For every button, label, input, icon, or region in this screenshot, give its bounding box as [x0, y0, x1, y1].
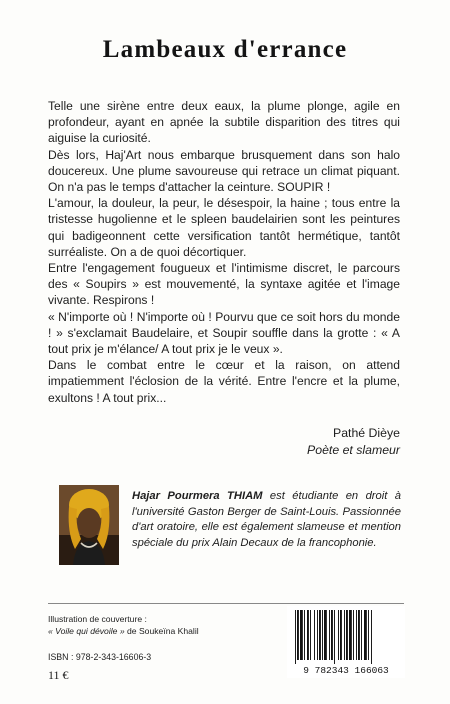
- barcode-bar: [314, 610, 315, 660]
- author-portrait-image: [59, 485, 119, 565]
- barcode-bar: [364, 610, 367, 660]
- back-cover-blurb: [48, 98, 400, 406]
- barcode-bar: [310, 610, 311, 660]
- credits-label: Illustration de couverture :: [48, 614, 147, 624]
- barcode-bar: [300, 610, 303, 660]
- barcode-bar: [295, 610, 296, 664]
- barcode-bar: [322, 610, 323, 660]
- blurb-paragraph: Telle une sirène entre deux eaux, la plume plonge, agile en profondeur, ayant en apnée la subtile disparition des titres qui aiguise la curiosité.: [48, 99, 400, 146]
- barcode-bar: [304, 610, 305, 660]
- barcode-bar: [358, 610, 360, 660]
- barcode-bar: [361, 610, 362, 660]
- barcode-bar: [338, 610, 339, 660]
- barcode-bar: [329, 610, 330, 660]
- blurb-paragraph: L'amour, la douleur, la peur, le désespoir, la haine ; tous entre la tristesse hugolienne et le spleen baudelairien sont les peintures qui badigeonnent cette versification tantôt hermétique, tantôt surréaliste. On a de quoi décortiquer.: [48, 196, 400, 259]
- barcode-bar: [353, 610, 354, 660]
- barcode: [287, 606, 405, 678]
- blurb-paragraph: Entre l'engagement fougueux et l'intimisme discret, le parcours des « Soupirs » est mouvementé, la syntaxe agitée et l'image vivante. Respirons !: [48, 261, 400, 308]
- barcode-bar: [349, 610, 352, 660]
- barcode-bar: [368, 610, 369, 660]
- barcode-bar: [331, 610, 333, 660]
- barcode-bar: [334, 610, 335, 664]
- blurb-paragraph: « N'importe où ! N'importe où ! Pourvu que ce soit hors du monde ! » s'exclamait Baudelaire, et Soupir souffle dans la grotte : « A tout prix je m'élance/ A tout prix je le veux ».: [48, 309, 400, 357]
- barcode-bar: [319, 610, 321, 660]
- signature-name: Pathé Dièye: [333, 426, 400, 440]
- author-bio: [132, 489, 401, 551]
- barcode-bar: [307, 610, 309, 660]
- barcode-bars: [287, 606, 405, 678]
- barcode-bar: [340, 610, 342, 660]
- signature-role: Poète et slameur: [307, 443, 400, 457]
- author-bio-text: est étudiante en droit à l'université Gaston Berger de Saint-Louis. Passionnée d'art oratoire, elle est également slameuse et mention spéciale du prix Alain Decaux de la francophonie.: [132, 490, 401, 549]
- barcode-digits: 9 782343 166063: [303, 665, 389, 676]
- author-photo: [59, 485, 119, 565]
- divider: [48, 603, 404, 604]
- artwork-title: « Voile qui dévoile »: [48, 626, 125, 636]
- blurb-paragraph: Dans le combat entre le cœur et la raison, on attend impatiemment l'éclosion de la vérité. Entre l'encre et la plume, exultons ! A tout prix...: [48, 358, 400, 405]
- blurb-signature: [307, 425, 400, 459]
- barcode-bar: [344, 610, 345, 660]
- barcode-bar: [346, 610, 348, 660]
- barcode-bar: [317, 610, 318, 660]
- artist-name: de Soukeïna Khalil: [124, 626, 199, 636]
- price: 11 €: [48, 668, 69, 682]
- author-name: Hajar Pourmera THIAM: [132, 490, 263, 502]
- cover-credits: [48, 613, 199, 637]
- book-title: Lambeaux d'errance: [102, 36, 348, 63]
- barcode-bar: [324, 610, 327, 660]
- barcode-bar: [356, 610, 357, 660]
- barcode-bar: [297, 610, 299, 660]
- isbn: ISBN : 978-2-343-16606-3: [48, 652, 152, 662]
- blurb-paragraph: Dès lors, Haj'Art nous embarque brusquement dans son halo doucereux. Une plume savoureuse qui retrace un climat piquant. On n'a pas le temps d'attacher la ceinture. SOUPIR !: [48, 147, 400, 195]
- barcode-bar: [371, 610, 372, 664]
